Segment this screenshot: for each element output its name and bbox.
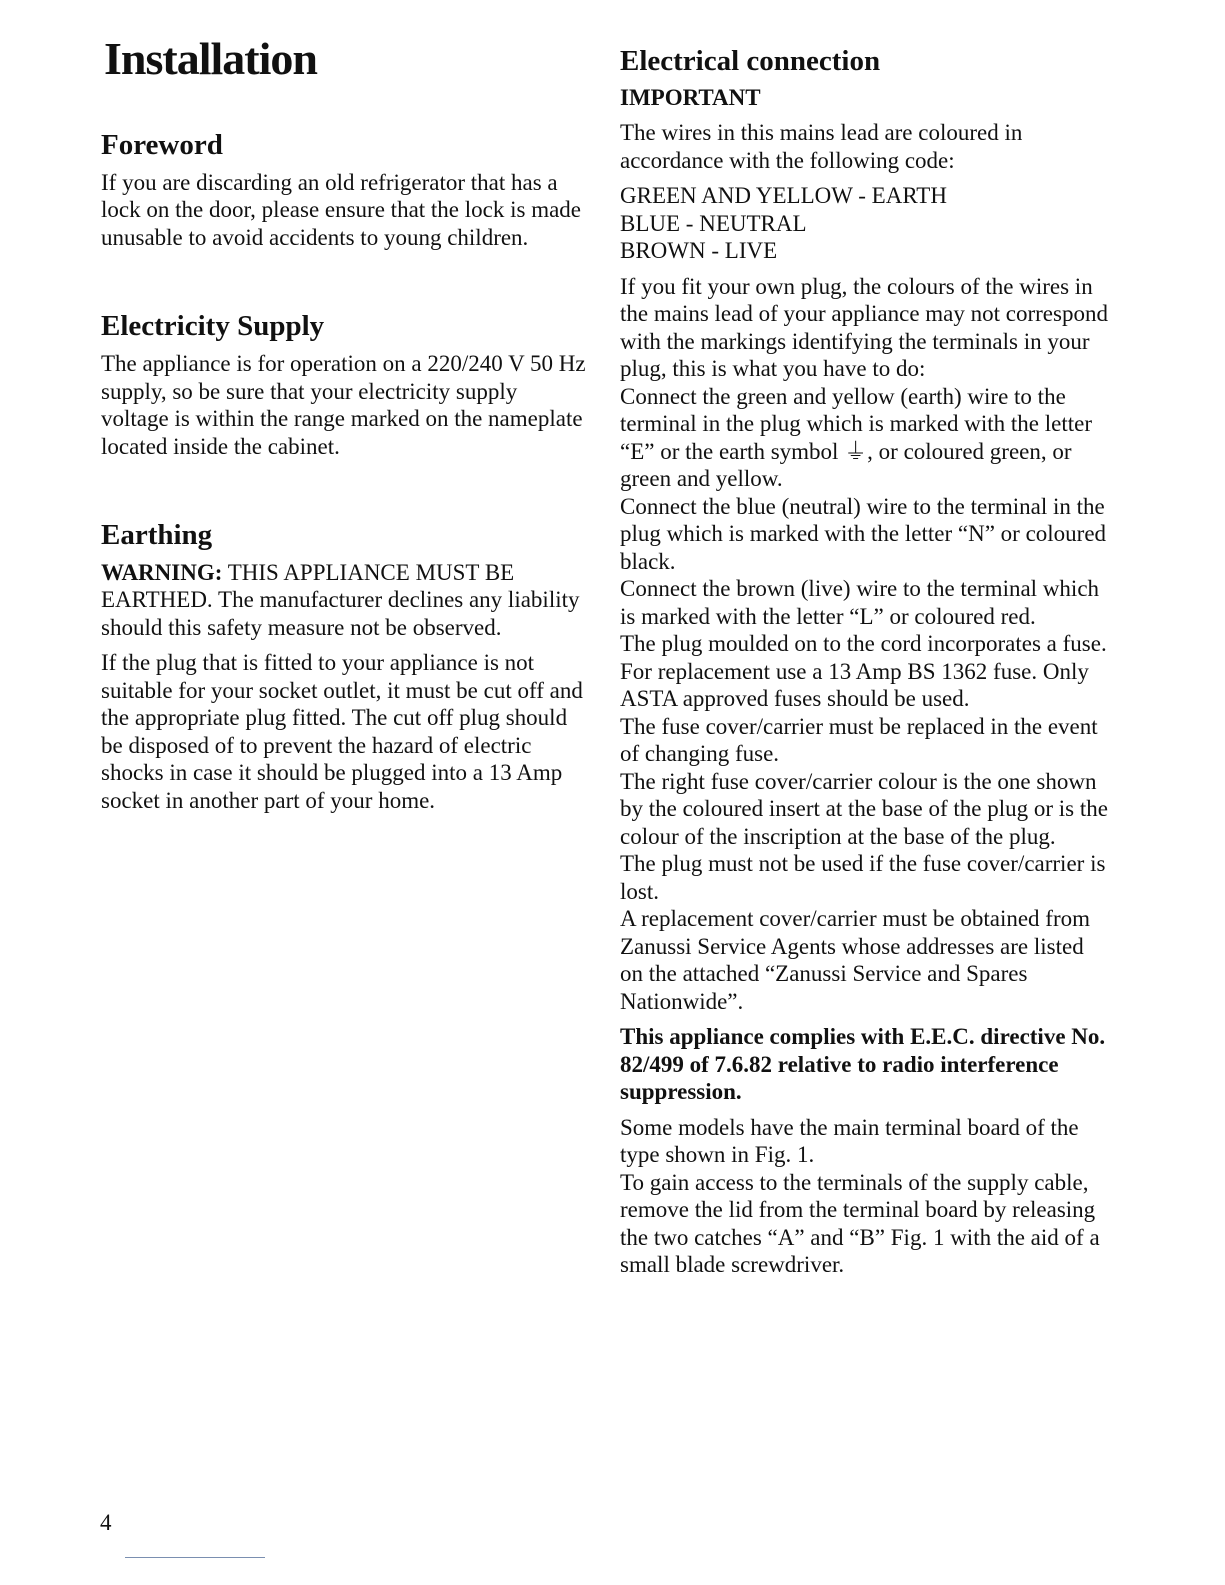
right-column <box>620 44 1110 1279</box>
foreword-text: If you are discarding an old refrigerator that has a lock on the door, please ensure that the lock is made unusable to avoid accidents to young children. <box>101 169 582 250</box>
foreword-section <box>101 128 586 251</box>
page-title: Installation <box>104 33 317 84</box>
wire-code-list <box>620 182 1110 265</box>
fuse-cover-text: The fuse cover/carrier must be replaced in the event of changing fuse. <box>620 713 1098 767</box>
electricity-supply-text: The appliance is for operation on a 220/240 V 50 Hz supply, so be sure that your electricity supply voltage is within the range marked on the nameplate located inside the cabinet. <box>101 351 586 459</box>
left-column <box>101 128 586 814</box>
footer-rule <box>125 1557 265 1558</box>
earthing-warning <box>101 559 586 642</box>
fuse-lost-text: The plug must not be used if the fuse cover/carrier is lost. <box>620 851 1106 904</box>
electricity-supply-heading: Electricity Supply <box>101 310 325 343</box>
earth-wire-instruction: Connect the green and yellow (earth) wire to the terminal in the plug which is marked with the letter “E” or the earth symbol ⏚, or coloured green, or green and yellow. <box>620 383 1093 492</box>
fit-own-plug-text: If you fit your own plug, the colours of the wires in the mains lead of your appliance may not correspond with the markings identifying the terminals in your plug, this is what you have to do: <box>620 273 1108 382</box>
electrical-connection-heading: Electrical connection <box>620 45 881 77</box>
wire-code-live: BROWN - LIVE <box>620 238 778 264</box>
earthing-text: If the plug that is fitted to your appliance is not suitable for your socket outlet, it must be cut off and the appropriate plug fitted. The cut off plug should be disposed of to prevent the hazard of electric shocks in case it should be plugged into a 13 Amp socket in another part of your home. <box>101 650 583 813</box>
electricity-supply-section <box>101 309 586 460</box>
earthing-heading: Earthing <box>101 519 213 552</box>
foreword-heading: Foreword <box>101 129 223 161</box>
neutral-wire-instruction: Connect the blue (neutral) wire to the terminal in the plug which is marked with the letter “N” or coloured black. <box>620 493 1107 574</box>
warning-label: WARNING: <box>101 559 223 585</box>
important-heading: IMPORTANT <box>620 84 761 110</box>
wire-code-neutral: BLUE - NEUTRAL <box>620 210 807 236</box>
wire-code-earth: GREEN AND YELLOW - EARTH <box>620 183 947 209</box>
compliance-text: This appliance complies with E.E.C. directive No. 82/499 of 7.6.82 relative to radio interference suppression. <box>620 1024 1106 1105</box>
live-wire-instruction: Connect the brown (live) wire to the terminal which is marked with the letter “L” or coloured red. <box>620 576 1100 629</box>
earthing-section <box>101 518 586 814</box>
replacement-text: A replacement cover/carrier must be obtained from Zanussi Service Agents whose addresses are listed on the attached “Zanussi Service and Spares Nationwide”. <box>620 906 1091 1014</box>
fuse-text: The plug moulded on to the cord incorporates a fuse. For replacement use a 13 Amp BS 1362 fuse. Only ASTA approved fuses should be used. <box>620 631 1107 712</box>
page-number: 4 <box>100 1510 112 1535</box>
warning-text: THIS APPLIANCE MUST BE EARTHED. The manufacturer declines any liability should this safety measure not be observed. <box>101 559 580 640</box>
fuse-colour-text: The right fuse cover/carrier colour is the one shown by the coloured insert at the base of the plug or is the colour of the inscription at the base of the plug. <box>620 768 1108 849</box>
wire-code-intro: The wires in this mains lead are coloured in accordance with the following code: <box>620 120 1023 173</box>
terminal-access-text: To gain access to the terminals of the supply cable, remove the lid from the terminal board by releasing the two catches “A” and “B” Fig. 1 with the aid of a small blade screwdriver. <box>620 1169 1100 1278</box>
terminal-board-text: Some models have the main terminal board of the type shown in Fig. 1. <box>620 1114 1079 1168</box>
